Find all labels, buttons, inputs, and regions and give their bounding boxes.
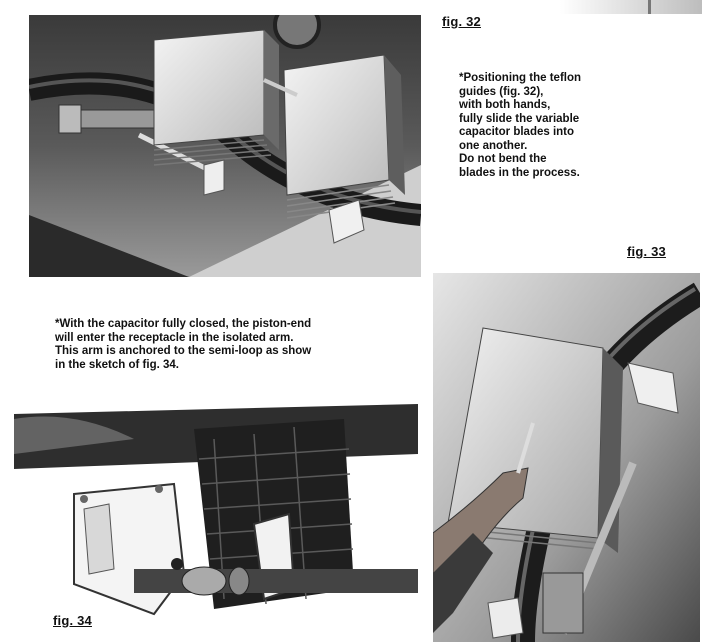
- page-corner-shade: [560, 0, 702, 14]
- capacitor-closed-caption: *With the capacitor fully closed, the piston-end will enter the receptacle in the isolated arm. This arm is anchored to the semi-loop as show in the sketch of fig. 34.: [55, 318, 312, 371]
- fig-34-photo: [14, 399, 418, 634]
- positioning-caption: *Positioning the teflon guides (fig. 32), with both hands, fully slide the variable capacitor blades into one another. Do not bend the blades in the process.: [459, 72, 582, 179]
- fig-33-photo: [433, 273, 700, 642]
- fig-33-label: fig. 33: [627, 244, 666, 259]
- fig-32-photo: [29, 15, 421, 277]
- fig-34-label: fig. 34: [53, 613, 92, 628]
- fig-32-label: fig. 32: [442, 14, 481, 29]
